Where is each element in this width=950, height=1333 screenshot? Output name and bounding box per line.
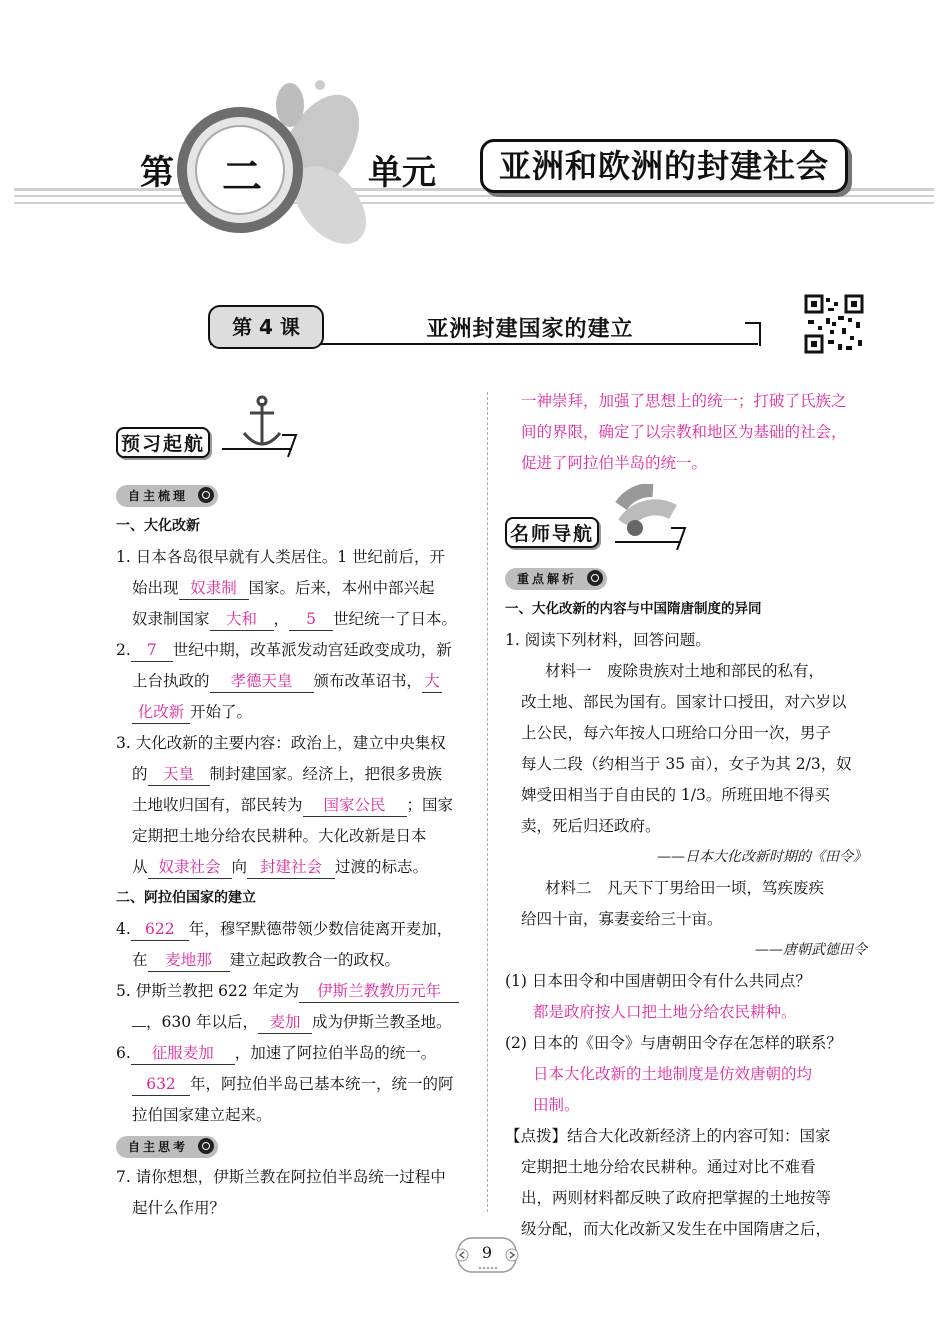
sub-answer-2-line2: 田制。 — [533, 1096, 580, 1114]
q3-text-b: 的 — [132, 765, 148, 783]
q2-text-b: 世纪中期，改革派发动宫廷政变成功，新 — [172, 641, 452, 659]
q3-blank1[interactable]: 天皇 — [148, 763, 210, 786]
heading-taika-reform: 一、大化改新 — [116, 518, 200, 534]
self-review-label: 自主梳理 — [128, 489, 189, 503]
q3-blank4[interactable]: 封建社会 — [247, 856, 335, 879]
leaf-magnifier-decoration — [170, 75, 370, 255]
material1-line3: 上公民，每六年按人口班给口分田一次，男子 — [521, 724, 832, 742]
q1-blank3[interactable]: 5 — [289, 608, 333, 631]
q3-text-h: 向 — [231, 858, 248, 876]
q1-line3 — [116, 604, 478, 635]
q5-line2 — [116, 1007, 478, 1038]
q4-line2 — [116, 945, 478, 976]
r-q1: 1. 阅读下列材料，回答问题。 — [505, 631, 711, 649]
q5-line1 — [116, 976, 478, 1007]
tip-line3: 出，两则材料都反映了政府把掌握的土地按等 — [521, 1189, 832, 1207]
unit-prefix: 第 — [140, 153, 174, 193]
header-stripe — [14, 195, 934, 197]
sub-question-1: (1) 日本田令和中国唐朝田令有什么共同点？ — [505, 972, 811, 990]
sub-answer-1: 都是政府按人口把土地分给农民耕种。 — [533, 1003, 797, 1021]
lesson-number: 第 4 课 — [208, 305, 324, 349]
q1-text-f: 世纪统一了日本。 — [333, 610, 458, 628]
q3-line4: 定期把土地分给农民耕种。大化改新是日本 — [132, 827, 427, 845]
self-think-tag — [116, 1136, 218, 1158]
q6-blank2[interactable]: 632 — [132, 1073, 190, 1096]
self-think-label: 自主思考 — [128, 1140, 189, 1154]
magnifier-icon — [198, 487, 214, 503]
q2-num: 2. — [116, 641, 131, 659]
q3-text-c: 制封建国家。经济上，把很多贵族 — [209, 765, 443, 783]
heading-arab-state: 二、阿拉伯国家的建立 — [116, 890, 256, 906]
q2-blank1[interactable]: 7 — [131, 639, 173, 662]
q3-line3 — [116, 790, 478, 821]
q1-blank2[interactable]: 大和 — [210, 608, 274, 631]
material2-line1: 材料二 凡天下丁男给田一顷，笃疾废疾 — [545, 879, 825, 897]
q7-line1: 7. 请你想想，伊斯兰教在阿拉伯半岛统一过程中 — [116, 1168, 446, 1186]
material1-line5: 婢受田相当于自由民的 1/3。所班田地不得买 — [521, 786, 830, 804]
answer7-line3: 促进了阿拉伯半岛的统一。 — [521, 454, 708, 472]
q2-text-e: 开始了。 — [190, 703, 253, 721]
q2-blank3a[interactable]: 大 — [422, 670, 442, 693]
key-analysis-tag — [505, 568, 607, 590]
q5-blank2[interactable]: 麦加 — [258, 1011, 312, 1034]
unit-title: 亚洲和欧洲的封建社会 — [480, 139, 848, 193]
qr-code-icon[interactable] — [804, 294, 864, 354]
unit-suffix: 单元 — [368, 153, 436, 193]
left-column — [116, 480, 478, 1224]
q6-text-b: ，加速了阿拉伯半岛的统一。 — [234, 1044, 437, 1062]
q2-blank2[interactable]: 孝德天皇 — [210, 670, 314, 693]
right-column-top — [505, 386, 867, 479]
q6-line1 — [116, 1038, 478, 1069]
page-number: 9 — [481, 1243, 493, 1262]
q3-text-e: ；国家 — [406, 796, 454, 814]
q4-blank2[interactable]: 麦地那 — [148, 949, 230, 972]
section-preview-text: 预习起航 — [116, 427, 210, 458]
answer7-line1: 一神崇拜，加强了思想上的统一；打破了氏族之 — [521, 392, 847, 410]
right-column — [505, 563, 867, 1245]
q4-text-c: 在 — [132, 951, 148, 969]
q1-text-c: 国家。后来，本州中部兴起 — [248, 579, 435, 597]
q3-text-g: 从 — [132, 858, 148, 876]
q1-text-d: 奴隶制国家 — [132, 610, 210, 628]
q6-text-c: 年，阿拉伯半岛已基本统一，统一的阿 — [190, 1075, 454, 1093]
q1-text-b: 始出现 — [132, 579, 179, 597]
q6-blank1[interactable]: 征服麦加 — [131, 1042, 235, 1065]
magnifier-icon — [587, 570, 603, 586]
q5-text-a: 5. 伊斯兰教把 622 年定为 — [116, 982, 300, 1000]
q4-text-b: 年，穆罕默德带领少数信徒离开麦加， — [188, 920, 453, 938]
q6-num: 6. — [116, 1044, 131, 1062]
material2-line2: 给四十亩，寡妻妾给三十亩。 — [521, 910, 723, 928]
unit-number: 二 — [222, 154, 262, 200]
q5-blank1-tail — [132, 1026, 146, 1027]
lesson-corner — [745, 322, 761, 346]
q2-line2 — [116, 666, 478, 697]
heading-comparison: 一、大化改新的内容与中国隋唐制度的异同 — [505, 601, 762, 617]
q3-line5 — [116, 852, 478, 883]
column-divider — [487, 392, 488, 1212]
material1-line1: 材料一 废除贵族对土地和部民的私有， — [545, 662, 825, 680]
q2-text-d: 颁布改革诏书， — [313, 672, 423, 690]
lesson-title: 亚洲封建国家的建立 — [426, 317, 634, 342]
q1-line2 — [116, 573, 478, 604]
q2-line3 — [116, 697, 478, 728]
q3-text-i: 过渡的标志。 — [335, 858, 429, 876]
tip-line2: 定期把土地分给农民耕种。通过对比不难看 — [521, 1158, 816, 1176]
material1-line6: 卖，死后归还政府。 — [521, 817, 661, 835]
q2-text-c: 上台执政的 — [132, 672, 210, 690]
q4-text-d: 建立起政教合一的政权。 — [229, 951, 401, 969]
material1-source: ——日本大化改新时期的《田令》 — [657, 849, 867, 865]
sub-answer-2-line1: 日本大化改新的土地制度是仿效唐朝的均 — [533, 1065, 813, 1083]
q7-line2: 起什么作用？ — [132, 1199, 226, 1217]
q4-num: 4. — [116, 920, 131, 938]
section-preview-heading — [116, 427, 207, 458]
q4-line1 — [116, 914, 478, 945]
self-review-tag — [116, 485, 218, 507]
material1-line2: 改土地、部民为国有。国家计口授田，对六岁以 — [521, 693, 847, 711]
sub-question-2: (2) 日本的《田令》与唐朝田令存在怎样的联系？ — [505, 1034, 842, 1052]
material1-line4: 每人二段（约相当于 35 亩），女子为其 2/3，奴 — [521, 755, 852, 773]
q5-text-b: ，630 年以后， — [146, 1013, 259, 1031]
q3-text-d: 土地收归国有，部民转为 — [132, 796, 303, 814]
q6-line2 — [116, 1069, 478, 1100]
tip-line4: 级分配，而大化改新又发生在中国隋唐之后， — [521, 1220, 832, 1238]
q1-blank1[interactable]: 奴隶制 — [179, 577, 249, 600]
material2-source: ——唐朝武德田令 — [755, 942, 867, 958]
q6-line3: 拉伯国家建立起来。 — [132, 1106, 272, 1124]
q3-blank2[interactable]: 国家公民 — [303, 794, 407, 817]
tip-line1: 【点拨】结合大化改新经济上的内容可知：国家 — [505, 1127, 831, 1145]
q3-line2 — [116, 759, 478, 790]
q2-line1 — [116, 635, 478, 666]
q1-line1: 1. 日本各岛很早就有人类居住。1 世纪前后，开 — [116, 548, 446, 566]
q5-blank1[interactable]: 伊斯兰教教历元年 — [299, 980, 459, 1003]
section-guide-text: 名师导航 — [505, 517, 599, 548]
section-guide-heading — [505, 517, 596, 548]
q5-text-c: 成为伊斯兰教圣地。 — [312, 1013, 452, 1031]
q3-line1: 3. 大化改新的主要内容：政治上，建立中央集权 — [116, 734, 446, 752]
q4-blank1[interactable]: 622 — [131, 918, 189, 941]
q2-blank3b[interactable]: 化改新 — [132, 701, 190, 724]
q3-blank3[interactable]: 奴隶社会 — [148, 856, 232, 879]
magnifier-icon — [198, 1138, 214, 1154]
q1-text-e: ， — [273, 610, 290, 628]
answer7-line2: 间的界限，确定了以宗教和地区为基础的社会， — [521, 423, 847, 441]
key-analysis-label: 重点解析 — [517, 572, 578, 586]
header-stripe — [14, 202, 934, 204]
